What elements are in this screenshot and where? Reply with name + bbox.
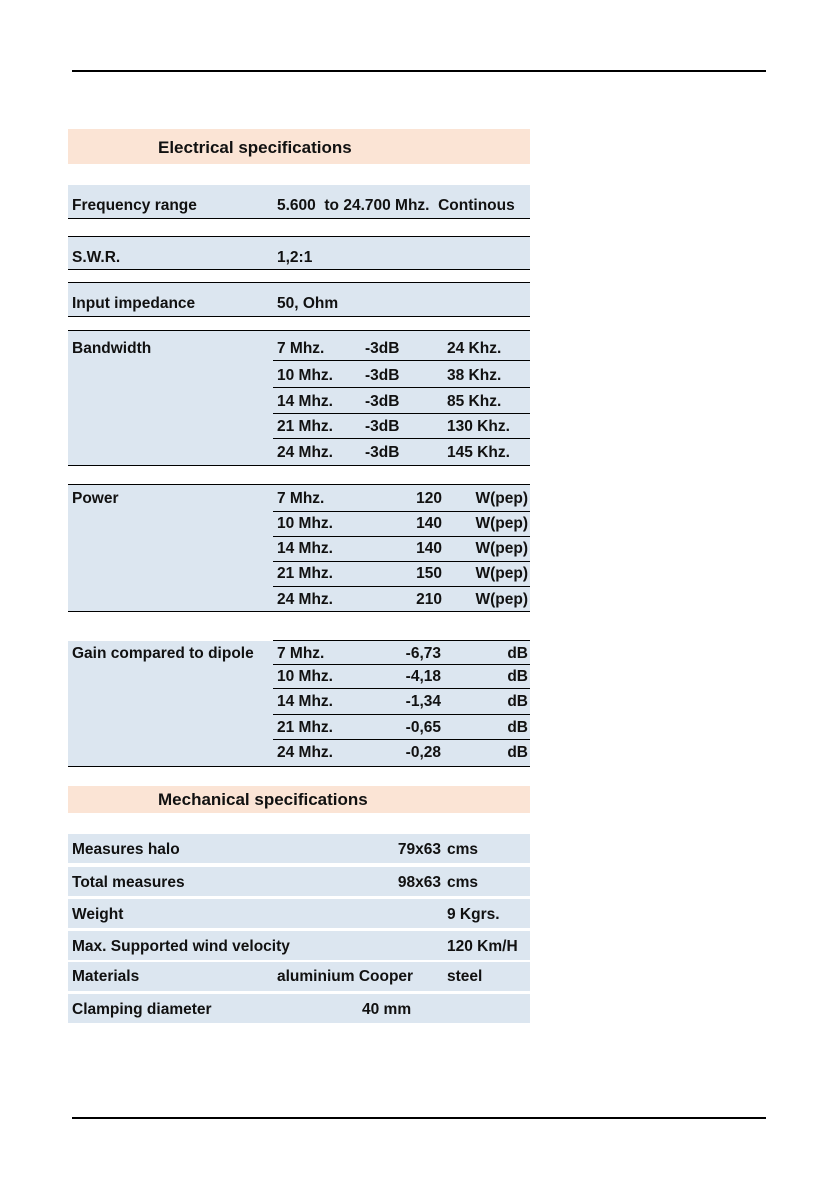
- divider: [273, 664, 530, 665]
- divider: [273, 387, 530, 388]
- db-label: -3dB: [365, 393, 400, 410]
- swr-label: S.W.R.: [72, 249, 121, 266]
- band-label: 10 Mhz.: [277, 515, 333, 532]
- divider: [273, 536, 530, 537]
- bandwidth-value: 130 Khz.: [447, 418, 510, 435]
- divider: [273, 360, 530, 361]
- divider: [273, 413, 530, 414]
- divider: [68, 218, 530, 219]
- impedance-label: Input impedance: [72, 295, 196, 312]
- weight-label: Weight: [72, 906, 124, 923]
- bandwidth-value: 24 Khz.: [447, 340, 502, 357]
- bandwidth-value: 85 Khz.: [447, 393, 502, 410]
- db-label: -3dB: [365, 367, 400, 384]
- band-label: 7 Mhz.: [277, 490, 325, 507]
- gain-value: -1,34: [405, 693, 441, 710]
- gain-unit: dB: [507, 645, 528, 662]
- bandwidth-block: [68, 331, 530, 465]
- divider: [68, 766, 530, 767]
- frequency-row: [68, 185, 530, 218]
- divider: [68, 611, 530, 612]
- halo-row: [68, 834, 530, 863]
- gain-block: [68, 641, 530, 766]
- power-unit: W(pep): [475, 565, 528, 582]
- power-value: 120: [416, 490, 442, 507]
- divider: [68, 316, 530, 317]
- total-unit: cms: [447, 874, 479, 891]
- divider: [273, 739, 530, 740]
- power-unit: W(pep): [475, 540, 528, 557]
- total-value: 98x63: [397, 874, 441, 891]
- swr-row: [68, 237, 530, 269]
- frequency-label: Frequency range: [72, 197, 197, 214]
- divider: [273, 561, 530, 562]
- divider: [273, 438, 530, 439]
- power-value: 140: [416, 515, 442, 532]
- materials-value-1: aluminium Cooper: [277, 968, 414, 985]
- db-label: -3dB: [365, 444, 400, 461]
- band-label: 24 Mhz.: [277, 444, 333, 461]
- gain-value: -4,18: [405, 668, 441, 685]
- band-label: 14 Mhz.: [277, 693, 333, 710]
- electrical-title: Electrical specifications: [158, 138, 352, 157]
- band-label: 21 Mhz.: [277, 418, 333, 435]
- gain-label: Gain compared to dipole: [72, 645, 254, 662]
- weight-row: [68, 899, 530, 928]
- bottom-rule: [72, 1117, 766, 1119]
- band-label: 10 Mhz.: [277, 367, 333, 384]
- band-label: 14 Mhz.: [277, 393, 333, 410]
- mechanical-title: Mechanical specifications: [158, 790, 368, 809]
- band-label: 24 Mhz.: [277, 591, 333, 608]
- divider: [273, 688, 530, 689]
- impedance-row: [68, 283, 530, 316]
- electrical-header: [68, 129, 530, 164]
- total-label: Total measures: [72, 874, 185, 891]
- power-label: Power: [72, 490, 119, 507]
- swr-value: 1,2:1: [277, 249, 313, 266]
- frequency-value: 5.600 to 24.700 Mhz. Continous: [277, 197, 515, 214]
- gain-unit: dB: [507, 668, 528, 685]
- divider: [273, 714, 530, 715]
- divider: [273, 586, 530, 587]
- bandwidth-label: Bandwidth: [72, 340, 152, 357]
- weight-value: 9 Kgrs.: [447, 906, 500, 923]
- db-label: -3dB: [365, 340, 400, 357]
- power-block: [68, 485, 530, 611]
- materials-label: Materials: [72, 968, 140, 985]
- mechanical-header: [68, 786, 530, 813]
- materials-row: [68, 962, 530, 991]
- power-unit: W(pep): [475, 591, 528, 608]
- bandwidth-value: 145 Khz.: [447, 444, 510, 461]
- clamp-row: [68, 994, 530, 1023]
- band-label: 24 Mhz.: [277, 744, 333, 761]
- power-value: 210: [416, 591, 442, 608]
- power-value: 140: [416, 540, 442, 557]
- halo-value: 79x63: [397, 841, 441, 858]
- top-rule: [72, 70, 766, 72]
- gain-value: -6,73: [405, 645, 441, 662]
- gain-value: -0,28: [405, 744, 441, 761]
- clamp-label: Clamping diameter: [72, 1001, 212, 1018]
- band-label: 21 Mhz.: [277, 719, 333, 736]
- total-row: [68, 867, 530, 896]
- clamp-value: 40 mm: [362, 1001, 412, 1018]
- power-unit: W(pep): [475, 490, 528, 507]
- band-label: 7 Mhz.: [277, 645, 325, 662]
- gain-value: -0,65: [405, 719, 441, 736]
- materials-value-2: steel: [447, 968, 483, 985]
- gain-unit: dB: [507, 744, 528, 761]
- power-unit: W(pep): [475, 515, 528, 532]
- wind-label: Max. Supported wind velocity: [72, 938, 290, 955]
- band-label: 21 Mhz.: [277, 565, 333, 582]
- band-label: 7 Mhz.: [277, 340, 325, 357]
- wind-value: 120 Km/H: [447, 938, 518, 955]
- divider: [273, 511, 530, 512]
- bandwidth-value: 38 Khz.: [447, 367, 502, 384]
- power-value: 150: [416, 565, 442, 582]
- gain-unit: dB: [507, 719, 528, 736]
- db-label: -3dB: [365, 418, 400, 435]
- wind-row: [68, 931, 530, 960]
- halo-label: Measures halo: [72, 841, 180, 858]
- band-label: 14 Mhz.: [277, 540, 333, 557]
- impedance-value: 50, Ohm: [277, 295, 339, 312]
- halo-unit: cms: [447, 841, 479, 858]
- divider: [68, 269, 530, 270]
- gain-unit: dB: [507, 693, 528, 710]
- divider: [68, 465, 530, 466]
- band-label: 10 Mhz.: [277, 668, 333, 685]
